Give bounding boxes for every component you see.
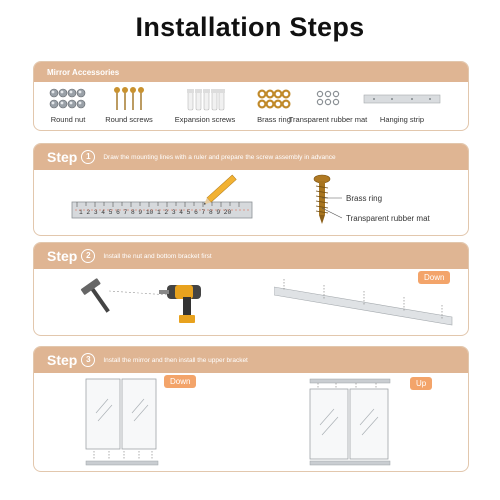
- accessory-rubber-mat: [288, 86, 368, 124]
- expansion-screws-icon: [184, 86, 226, 114]
- step-1-header: [34, 144, 468, 170]
- accessory-label: Hanging strip: [379, 115, 425, 124]
- ruler-numbers: 1 2 3 4 5 6 7 8 9 10 1 2 3 4 5 6 7 8 9 20: [79, 209, 232, 216]
- round-screws-icon: [109, 86, 149, 114]
- brass-ring-label: Brass ring: [346, 194, 383, 203]
- step-1-body: [34, 170, 468, 235]
- accessory-label: Brass ring: [257, 115, 291, 124]
- direction-badge-down: Down: [418, 271, 450, 284]
- accessory-hanging-strip: [362, 86, 442, 124]
- step-number: 3: [81, 353, 95, 367]
- page-title: Installation Steps: [135, 12, 365, 42]
- step-word: Step: [47, 149, 78, 165]
- direction-badge-up: Up: [410, 377, 432, 390]
- direction-badge-down: Down: [164, 375, 196, 388]
- step-number: 1: [81, 150, 95, 164]
- brass-ring-icon: [256, 86, 292, 114]
- accessory-label: Round screws: [105, 115, 153, 124]
- hammer-drill-illustration: [79, 273, 229, 333]
- step-description: Install the nut and bottom bracket first: [103, 252, 212, 260]
- mirror-bottom-illustration: [84, 375, 174, 471]
- step-3-header: [34, 347, 468, 373]
- step-word: Step: [47, 352, 78, 368]
- rubber-mat-icon: [310, 86, 346, 114]
- accessories-card: [33, 61, 469, 131]
- step-description: Install the mirror and then install the upper bracket: [103, 356, 248, 364]
- step-2-body: [34, 269, 468, 335]
- round-nut-icon: [48, 86, 88, 114]
- accessory-round-screws: [105, 86, 153, 124]
- mirror-top-illustration: [306, 375, 406, 471]
- rubber-mat-label: Transparent rubber mat: [346, 214, 430, 223]
- step-word: Step: [47, 248, 78, 264]
- accessory-label: Round nut: [50, 115, 86, 124]
- step-number: 2: [81, 249, 95, 263]
- hanging-strip-icon: [362, 86, 442, 114]
- bottom-bracket-illustration: [274, 279, 454, 329]
- step-3-body: [34, 373, 468, 471]
- accessory-brass-ring: [256, 86, 292, 124]
- step-2-header: [34, 243, 468, 269]
- accessories-row: [34, 82, 468, 128]
- accessory-round-nut: [48, 86, 88, 124]
- ruler-pencil-illustration: [69, 172, 259, 232]
- accessories-heading: Mirror Accessories: [34, 62, 468, 82]
- accessory-label: Transparent rubber mat: [288, 115, 368, 124]
- accessory-expansion-screws: [174, 86, 236, 124]
- step-3-card: [33, 346, 469, 472]
- step-2-card: [33, 242, 469, 336]
- accessory-label: Expansion screws: [174, 115, 236, 124]
- step-1-card: [33, 143, 469, 236]
- step-description: Draw the mounting lines with a ruler and prepare the screw assembly in advance: [103, 153, 336, 161]
